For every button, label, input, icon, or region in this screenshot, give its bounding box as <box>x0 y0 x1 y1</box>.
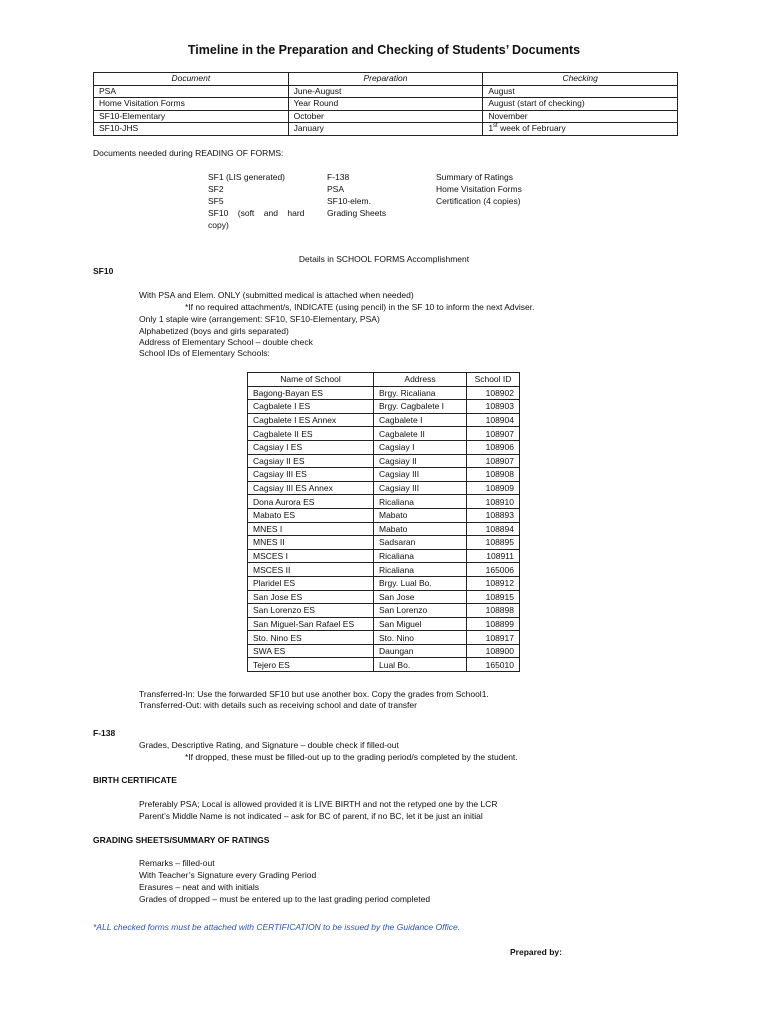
cell-school-name: San Miguel-San Rafael ES <box>248 617 374 631</box>
cell-school-name: Sto. Nino ES <box>248 631 374 645</box>
cell-preparation: October <box>288 110 483 123</box>
cell-school-id: 108900 <box>467 644 520 658</box>
cell-school-id: 108911 <box>467 549 520 563</box>
cell-school-id: 108907 <box>467 454 520 468</box>
cell-school-name: Cagsiay III ES Annex <box>248 481 374 495</box>
school-ids-table <box>247 372 520 672</box>
sf10-line: Only 1 staple wire (arrangement: SF10, SF10-Elementary, PSA) <box>139 314 380 324</box>
reading-list-col2 <box>327 171 386 219</box>
school-header-row <box>248 373 520 387</box>
timeline-header-row <box>94 73 678 86</box>
table-row <box>248 617 520 631</box>
cell-school-name: Cagsiay II ES <box>248 454 374 468</box>
cell-school-name: Cagsiay III ES <box>248 468 374 482</box>
cell-document: Home Visitation Forms <box>94 98 289 111</box>
reading-list-col1 <box>208 171 314 231</box>
cell-school-id: 108907 <box>467 427 520 441</box>
f138-line: *If dropped, these must be filled-out up to the grading period/s completed by the student. <box>185 752 518 762</box>
f138-label: F-138 <box>93 728 116 738</box>
cell-school-id: 108904 <box>467 413 520 427</box>
cell-address: Ricaliana <box>374 495 467 509</box>
cell-school-name: San Jose ES <box>248 590 374 604</box>
grading-line: Erasures – neat and with initials <box>139 882 260 892</box>
checking-week-text: week of February <box>497 123 566 134</box>
cell-school-id: 108908 <box>467 468 520 482</box>
grading-line: With Teacher’s Signature every Grading Period <box>139 870 317 880</box>
cell-school-name: MNES I <box>248 522 374 536</box>
cell-address: Sadsaran <box>374 536 467 550</box>
sf10-line: School IDs of Elementary Schools: <box>139 348 270 358</box>
cell-address: Ricaliana <box>374 549 467 563</box>
cell-school-name: San Lorenzo ES <box>248 604 374 618</box>
table-row <box>248 400 520 414</box>
details-heading: Details in SCHOOL FORMS Accomplishment <box>298 254 470 264</box>
school-table-body <box>248 386 520 671</box>
cell-school-name: Cagbalete I ES <box>248 400 374 414</box>
table-row <box>94 98 678 111</box>
table-row <box>248 644 520 658</box>
cell-address: Sto. Nino <box>374 631 467 645</box>
cell-address: Mabato <box>374 522 467 536</box>
list-item: Certification (4 copies) <box>436 196 521 206</box>
page-title: Timeline in the Preparation and Checking of Students’ Documents <box>187 43 581 57</box>
table-row <box>248 454 520 468</box>
header-checking: Checking <box>483 73 678 86</box>
checking-week-number: 1 <box>488 123 494 134</box>
transferred-out-note: Transferred-Out: with details such as receiving school and date of transfer <box>139 700 417 710</box>
cell-school-name: Plaridel ES <box>248 576 374 590</box>
grading-line: Remarks – filled-out <box>139 858 215 868</box>
table-row <box>248 631 520 645</box>
cell-school-id: 108915 <box>467 590 520 604</box>
f138-line: Grades, Descriptive Rating, and Signature – double check if filled-out <box>139 740 399 750</box>
cell-address: Cagbalete II <box>374 427 467 441</box>
cell-preparation: June-August <box>288 85 483 98</box>
table-row <box>248 604 520 618</box>
cell-address: San Miguel <box>374 617 467 631</box>
cell-school-name: MSCES II <box>248 563 374 577</box>
sf10-line: With PSA and Elem. ONLY (submitted medical is attached when needed) <box>139 290 414 300</box>
list-item: SF5 <box>208 196 224 206</box>
cell-school-id: 108903 <box>467 400 520 414</box>
cell-school-name: SWA ES <box>248 644 374 658</box>
cell-address: Cagsiay III <box>374 481 467 495</box>
cell-school-name: Bagong-Bayan ES <box>248 386 374 400</box>
cell-school-id: 108912 <box>467 576 520 590</box>
cell-school-id: 165006 <box>467 563 520 577</box>
list-item: Summary of Ratings <box>436 172 513 182</box>
cell-school-id: 108898 <box>467 604 520 618</box>
cell-school-id: 108893 <box>467 508 520 522</box>
table-row <box>248 536 520 550</box>
list-item: SF10-elem. <box>327 196 371 206</box>
cell-school-id: 165010 <box>467 658 520 672</box>
cell-address: Brgy. Cagbalete I <box>374 400 467 414</box>
cell-address: Cagsiay III <box>374 468 467 482</box>
cell-school-name: Tejero ES <box>248 658 374 672</box>
list-item: PSA <box>327 184 345 194</box>
cell-address: Brgy. Lual Bo. <box>374 576 467 590</box>
reading-list-col3 <box>436 171 522 207</box>
cell-address: Ricaliana <box>374 563 467 577</box>
cell-checking: November <box>483 110 678 123</box>
cell-school-id: 108902 <box>467 386 520 400</box>
prepared-by-label: Prepared by: <box>510 947 562 957</box>
table-row <box>248 508 520 522</box>
cell-school-name: Cagsiay I ES <box>248 440 374 454</box>
cell-school-id: 108906 <box>467 440 520 454</box>
cell-school-name: MNES II <box>248 536 374 550</box>
cell-preparation: Year Round <box>288 98 483 111</box>
cell-document: SF10-JHS <box>94 123 289 136</box>
table-row <box>248 563 520 577</box>
sf10-label: SF10 <box>93 266 114 276</box>
header-school-id: School ID <box>467 373 520 387</box>
table-row <box>248 440 520 454</box>
table-row <box>248 549 520 563</box>
table-row <box>248 468 520 482</box>
transferred-in-note: Transferred-In: Use the forwarded SF10 but use another box. Copy the grades from School1. <box>139 689 489 699</box>
cell-address: Cagsiay II <box>374 454 467 468</box>
cell-address: San Jose <box>374 590 467 604</box>
cell-school-name: MSCES I <box>248 549 374 563</box>
cell-preparation: January <box>288 123 483 136</box>
reading-forms-heading: Documents needed during READING OF FORMS: <box>93 148 284 158</box>
cell-school-name: Cagbalete II ES <box>248 427 374 441</box>
header-preparation: Preparation <box>288 73 483 86</box>
cell-address: Cagsiay I <box>374 440 467 454</box>
cell-address: San Lorenzo <box>374 604 467 618</box>
cell-school-name: Cagbalete I ES Annex <box>248 413 374 427</box>
header-address: Address <box>374 373 467 387</box>
birth-certificate-label: BIRTH CERTIFICATE <box>93 775 177 785</box>
cell-address: Cagbalete I <box>374 413 467 427</box>
grading-line: Grades of dropped – must be entered up to the last grading period completed <box>139 894 431 904</box>
birth-line: Parent’s Middle Name is not indicated – ask for BC of parent, if no BC, let it be just an initial <box>139 811 483 821</box>
table-row <box>94 110 678 123</box>
list-item: F-138 <box>327 172 350 182</box>
table-row <box>248 658 520 672</box>
cell-checking <box>483 123 678 136</box>
cell-document: PSA <box>94 85 289 98</box>
table-row <box>248 576 520 590</box>
cell-school-id: 108894 <box>467 522 520 536</box>
timeline-table <box>93 72 678 136</box>
table-row <box>248 386 520 400</box>
cell-document: SF10-Elementary <box>94 110 289 123</box>
table-row <box>94 123 678 136</box>
sf10-line: Address of Elementary School – double check <box>139 337 313 347</box>
table-row <box>248 427 520 441</box>
cell-address: Mabato <box>374 508 467 522</box>
header-document: Document <box>94 73 289 86</box>
list-item: Home Visitation Forms <box>436 184 522 194</box>
header-name-of-school: Name of School <box>248 373 374 387</box>
cell-address: Lual Bo. <box>374 658 467 672</box>
cell-school-id: 108917 <box>467 631 520 645</box>
cell-checking: August <box>483 85 678 98</box>
certification-note: *ALL checked forms must be attached with CERTIFICATION to be issued by the Guidance Office. <box>93 922 461 932</box>
ordinal-suffix: st <box>493 123 498 130</box>
table-row <box>248 413 520 427</box>
list-item: SF2 <box>208 184 224 194</box>
cell-school-name: Dona Aurora ES <box>248 495 374 509</box>
table-row <box>248 481 520 495</box>
cell-checking: August (start of checking) <box>483 98 678 111</box>
cell-school-id: 108895 <box>467 536 520 550</box>
cell-school-name: Mabato ES <box>248 508 374 522</box>
cell-school-id: 108909 <box>467 481 520 495</box>
table-row <box>248 495 520 509</box>
birth-line: Preferably PSA; Local is allowed provided it is LIVE BIRTH and not the retyped one by the LCR <box>139 799 498 809</box>
cell-school-id: 108899 <box>467 617 520 631</box>
grading-sheets-label: GRADING SHEETS/SUMMARY OF RATINGS <box>93 835 270 845</box>
cell-school-id: 108910 <box>467 495 520 509</box>
table-row <box>248 590 520 604</box>
cell-address: Brgy. Ricaliana <box>374 386 467 400</box>
list-item: Grading Sheets <box>327 208 387 218</box>
list-item: SF1 (LIS generated) <box>208 172 286 182</box>
sf10-line: *If no required attachment/s, INDICATE (using pencil) in the SF 10 to inform the next Adviser. <box>185 302 535 312</box>
list-item: copy) <box>208 220 229 230</box>
cell-address: Daungan <box>374 644 467 658</box>
table-row <box>248 522 520 536</box>
list-item: SF10 (soft and hard <box>208 208 305 218</box>
sf10-line: Alphabetized (boys and girls separated) <box>139 326 289 336</box>
table-row <box>94 85 678 98</box>
